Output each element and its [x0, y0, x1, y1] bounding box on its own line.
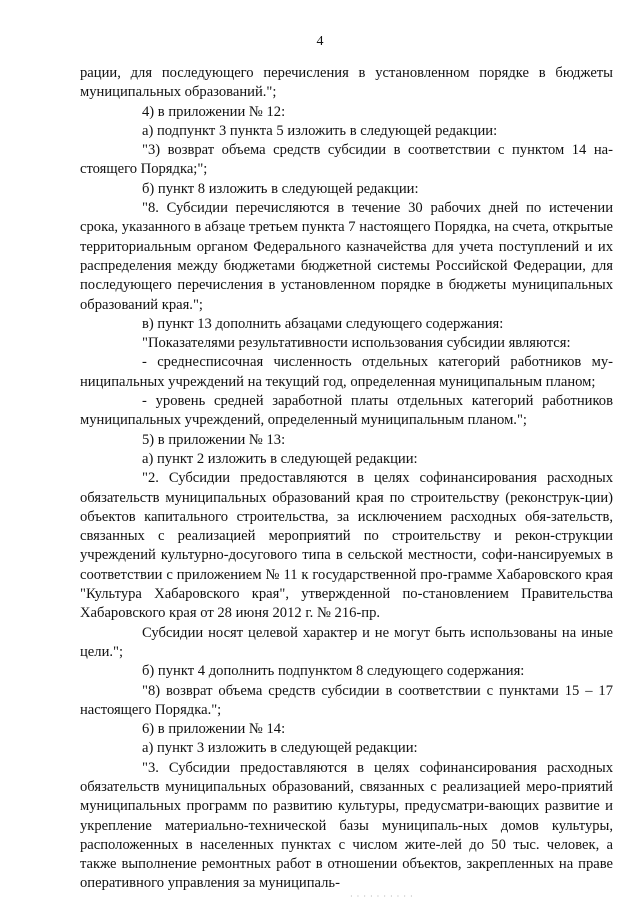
paragraph-quote-8-return: "8) возврат объема средств субсидии в соответствии с пунктами 15 – 17 настоящего Порядка."; [80, 682, 613, 718]
paragraph-quote-8: "8. Субсидии перечисляются в течение 30 рабочих дней по истечении срока, указанного в абзаце третьем пункта 7 настоящего Порядка, на счета, открытые территориальным органом Федерального казначейства для учета поступлений и их распределения между бюджетами бюджетной системы Российской Федерации, для последующего перечисления в установленном порядке в бюджеты муниципальных образований края."; [80, 200, 613, 313]
paragraph-item-5: 5) в приложении № 13: [142, 431, 286, 448]
paragraph-subitem-a: а) подпункт 3 пункта 5 изложить в следующей редакции: [142, 122, 498, 139]
paragraph-subsidy-purpose: Субсидии носят целевой характер и не могут быть использованы на иные цели."; [80, 624, 613, 660]
paragraph-indicator-headcount: - среднесписочная численность отдельных категорий работников му-ниципальных учреждений на текущий год, определенная муниципальным планом; [80, 354, 613, 390]
paragraph-subitem-b: б) пункт 8 изложить в следующей редакции: [142, 180, 419, 197]
paragraph-continuation: рации, для последующего перечисления в установленном порядке в бюджеты муниципальных образований."; [80, 65, 613, 101]
paragraph-indicators-heading: "Показателями результативности использования субсидии являются: [142, 335, 571, 352]
paragraph-quote-3: "3) возврат объема средств субсидии в соответствии с пунктом 14 на-стоящего Порядка;"; [80, 142, 613, 178]
document-body [80, 64, 613, 894]
page-number: 4 [316, 34, 324, 49]
paragraph-item-4: 4) в приложении № 12: [142, 103, 286, 120]
paragraph-subitem-a-2: а) пункт 2 изложить в следующей редакции: [142, 450, 418, 467]
paragraph-subitem-v: в) пункт 13 дополнить абзацами следующего содержания: [142, 315, 504, 332]
paragraph-subitem-a-3: а) пункт 3 изложить в следующей редакции: [142, 740, 418, 757]
paragraph-indicator-salary: - уровень средней заработной платы отдельных категорий работников муниципальных учреждений, определенный муниципальным планом."; [80, 393, 613, 429]
paragraph-quote-2: "2. Субсидии предоставляются в целях софинансирования расходных обязательств муниципальных образований края по строительству (реконструк-ции) объектов капитального строительства, за исключением расходных обя-зательств, связанных с реализацией мероприятий по строительству и рекон-струкции учреждений культурно-досугового типа в сельской местности, софи-нансируемых в соответствии с приложением № 11 к государственной про-грамме Хабаровского края "Культура Хабаровского края", утвержденной по-становлением Правительства Хабаровского края от 28 июня 2012 г. № 216-пр. [80, 470, 613, 622]
paragraph-subitem-b-2: б) пункт 4 дополнить подпунктом 8 следующего содержания: [142, 663, 525, 680]
paragraph-item-6: 6) в приложении № 14: [142, 721, 286, 738]
paragraph-quote-3-culture: "3. Субсидии предоставляются в целях софинансирования расходных обязательств муниципальных образований, связанных с реализацией меро-приятий муниципальных программ по развитию культуры, предусматри-вающих развитие и укрепление материально-технической базы муниципаль-ных домов культуры, расположенных в населенных пунктах с числом жите-лей до 50 тыс. человек, а также выполнение ремонтных работ в отношении объектов, закрепленных на праве оперативного управления за муниципаль- [80, 759, 613, 892]
footer-marks: · · · · · · · · · · [350, 892, 414, 901]
